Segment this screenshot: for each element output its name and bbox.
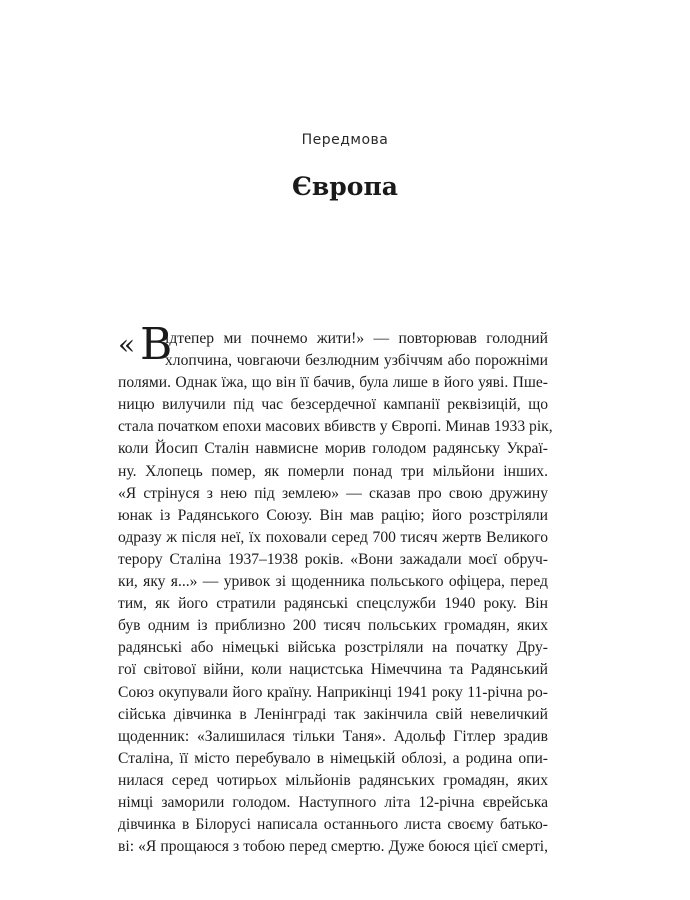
text-line: дівчинка в Білорусі написала останнього листа своєму батько- xyxy=(118,816,548,834)
text-line: ницю вилучили під час безсердечної кампанії реквізицій, що xyxy=(118,396,548,414)
text-line: гої світової війни, коли нацистська Німеччина та Радянський xyxy=(118,661,548,679)
text-line: «Я стрінуся з нею під землею» — сказав про свою дружину xyxy=(118,484,548,502)
text-line: стала початком епохи масових вбивств у Європі. Минав 1933 рік, xyxy=(118,418,553,436)
text-line: Союз окупували його країну. Наприкінці 1941 року 11-річна ро- xyxy=(118,683,548,701)
text-line: тим, як його стратили радянські спецслужби 1940 року. Він xyxy=(118,595,548,613)
text-line: ві: «Я прощаюся з тобою перед смертю. Дуже боюся цієї смерті, xyxy=(118,838,548,856)
text-line: коли Йосип Сталін навмисне морив голодом радянську Украї- xyxy=(118,440,548,458)
text-line: ідтепер ми почнемо жити!» — повторював голодний xyxy=(165,330,548,347)
dropcap-letter: В xyxy=(140,319,173,370)
text-line: ки, яку я...» — уривок зі щоденника польського офіцера, перед xyxy=(118,573,548,591)
text-line: терору Сталіна 1937–1938 років. «Вони зажадали моєї обруч- xyxy=(118,550,548,568)
text-line: ну. Хлопець помер, як померли понад три мільйони інших. xyxy=(118,462,548,480)
chapter-title: Європа xyxy=(292,172,398,201)
text-line: радянські або німецькі війська розстріляли на початку Дру- xyxy=(118,639,548,657)
dropcap-quote: « xyxy=(118,328,136,361)
text-line: Сталіна, її місто перебувало в німецькій облозі, а родина опи- xyxy=(118,749,548,767)
text-line: був одним із приблизно 200 тисяч польських громадян, яких xyxy=(118,617,548,635)
section-label: Передмова xyxy=(301,132,389,148)
text-line: одразу ж після неї, їх поховали серед 700 тисяч жертв Великого xyxy=(118,528,548,546)
text-line: німці заморили голодом. Наступного літа 12-річна єврейська xyxy=(118,793,548,811)
text-line: сійська дівчинка в Ленінграді так закінчила свій невеличкий xyxy=(118,705,548,723)
text-line: нилася серед чотирьох мільйонів радянських громадян, яких xyxy=(118,771,548,789)
text-line: щоденник: «Залишилася тільки Таня». Адольф Гітлер зрадив xyxy=(118,727,548,745)
body-text xyxy=(118,328,553,858)
text-line: юнак із Радянського Союзу. Він мав рацію; його розстріляли xyxy=(118,506,548,524)
text-line: полями. Однак їжа, що він її бачив, була лише в його уяві. Пше- xyxy=(118,374,548,392)
text-line: хлопчина, човгаючи безлюдним узбіччям або порожніми xyxy=(165,352,548,370)
